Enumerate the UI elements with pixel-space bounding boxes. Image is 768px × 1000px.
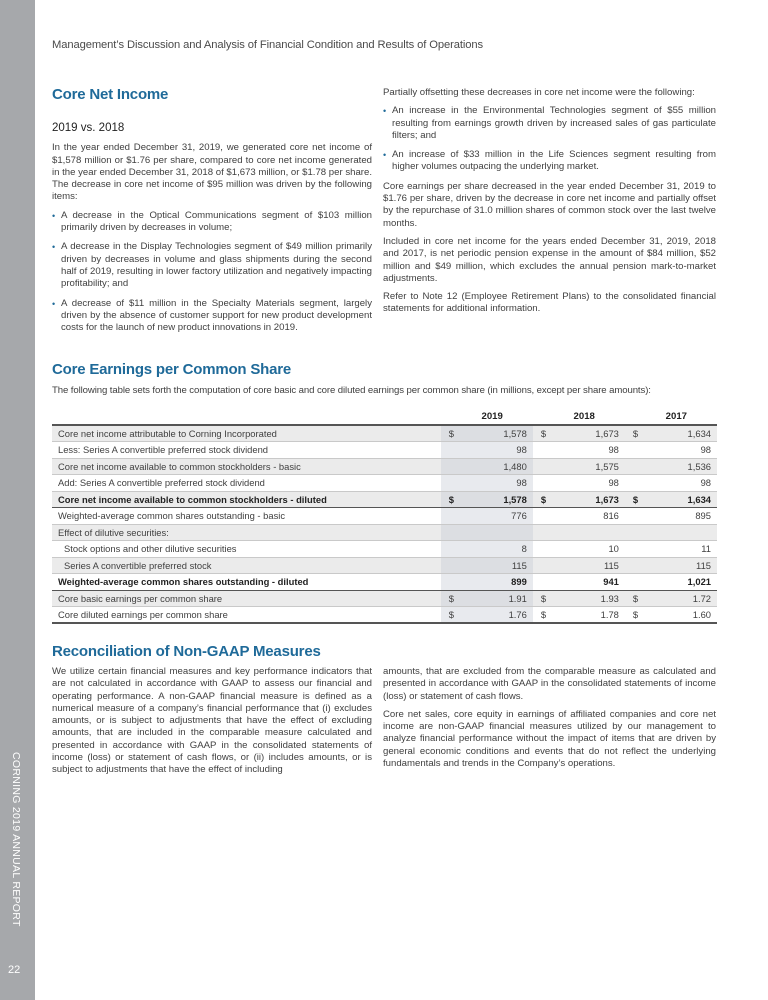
decrease-item-specialty: • A decrease of $11 million in the Specialty Materials segment, largely driven by the absence of customer support for new product development costs for the launch of new product innovations in 2019. — [52, 298, 372, 335]
value-2018: 1,673 — [553, 425, 625, 442]
table-row-total — [52, 574, 717, 591]
table-row — [52, 475, 717, 492]
value-2017: 98 — [645, 475, 717, 492]
increase-item-life-sciences: • An increase of $33 million in the Life Sciences segment resulting from higher volumes outpacing the underlying market. — [383, 149, 716, 174]
value-2019: 1,578 — [461, 491, 533, 508]
dollar-sign: $ — [533, 607, 553, 624]
dollar-sign: $ — [441, 590, 461, 607]
comparison-subheading: 2019 vs. 2018 — [52, 122, 125, 134]
dollar-sign: $ — [533, 590, 553, 607]
row-label: Less: Series A convertible preferred stock dividend — [52, 442, 441, 459]
dollar-sign: $ — [625, 590, 645, 607]
increase-list — [383, 105, 716, 173]
value-2017: 895 — [645, 508, 717, 525]
table-row — [52, 508, 717, 525]
value-2018: 1.93 — [553, 590, 625, 607]
dollar-sign: $ — [533, 491, 553, 508]
value-2019: 776 — [461, 508, 533, 525]
table-row — [52, 425, 717, 442]
row-label: Weighted-average common shares outstanding - basic — [52, 508, 441, 525]
non-gaap-heading: Reconciliation of Non-GAAP Measures — [52, 643, 321, 660]
value-2019: 1.76 — [461, 607, 533, 624]
table-row — [52, 607, 717, 624]
value-2018: 115 — [553, 557, 625, 574]
row-label: Core net income available to common stockholders - diluted — [52, 491, 441, 508]
value-2018: 98 — [553, 475, 625, 492]
table-row — [52, 590, 717, 607]
value-2018: 1,673 — [553, 491, 625, 508]
value-2019: 98 — [461, 442, 533, 459]
value-2017: 115 — [645, 557, 717, 574]
non-gaap-right-column — [383, 666, 716, 776]
table-row — [52, 458, 717, 475]
table-header-row — [52, 408, 717, 425]
non-gaap-paragraph-1-part-2: amounts, that are excluded from the comparable measure as calculated and presented in accordance with GAAP in the consolidated statements of income (loss) or statement of cash flows. — [383, 666, 716, 702]
value-2017: 1,021 — [645, 574, 717, 591]
value-2018: 816 — [553, 508, 625, 525]
table-row — [52, 442, 717, 459]
value-2018: 98 — [553, 442, 625, 459]
non-gaap-paragraph-1-part-1: We utilize certain financial measures and key performance indicators that are not calculated in accordance with GAAP to assess our financial and operating performance. A non-GAAP financial measure is defined as a numerical measure of a company’s financial performance that (i) excludes amounts, or is subject to adjustments that have the effect of excluding amounts, that are included in the comparable measure calculated and presented in accordance with GAAP in the consolidated statements of income (loss) or statement of cash flows, or (ii) includes amounts, or is subject to adjustments that have the effect of including — [52, 666, 372, 776]
value-2017: 1.72 — [645, 590, 717, 607]
column-header-2017: 2017 — [665, 410, 687, 422]
row-label: Core diluted earnings per common share — [52, 607, 441, 624]
side-bar — [0, 0, 35, 1000]
value-2017: 1.60 — [645, 607, 717, 624]
dollar-sign: $ — [441, 607, 461, 624]
decrease-item-display: • A decrease in the Display Technologies segment of $49 million primarily driven by decreases in volume and glass shipments during the second half of 2019, resulting in lower factory utilization and negatively impacting profitability; and — [52, 241, 372, 290]
increase-item-environmental: • An increase in the Environmental Technologies segment of $55 million resulting from earnings growth driven by increased sales of gas particulate filters; and — [383, 105, 716, 142]
value-2017: 98 — [645, 442, 717, 459]
value-2019: 98 — [461, 475, 533, 492]
core-net-income-heading: Core Net Income — [52, 86, 169, 103]
value-2017: 11 — [645, 541, 717, 558]
row-label: Effect of dilutive securities: — [52, 524, 441, 541]
dollar-sign: $ — [625, 425, 645, 442]
running-header: Management’s Discussion and Analysis of Financial Condition and Results of Operations — [52, 39, 483, 51]
row-label: Stock options and other dilutive securities — [52, 541, 441, 558]
dollar-sign: $ — [625, 491, 645, 508]
value-2019: 1,578 — [461, 425, 533, 442]
note-reference-paragraph: Refer to Note 12 (Employee Retirement Plans) to the consolidated financial statements for additional information. — [383, 291, 716, 315]
row-label: Core net income available to common stockholders - basic — [52, 458, 441, 475]
core-eps-intro: The following table sets forth the computation of core basic and core diluted earnings per common share (in millions, except per share amounts): — [52, 385, 651, 396]
value-2017: 1,634 — [645, 425, 717, 442]
table-row-total — [52, 491, 717, 508]
dollar-sign: $ — [441, 491, 461, 508]
row-label: Series A convertible preferred stock — [52, 557, 441, 574]
decrease-item-optical: • A decrease in the Optical Communications segment of $103 million primarily driven by decreases in volume; — [52, 210, 372, 235]
value-2019: 1.91 — [461, 590, 533, 607]
decrease-list — [52, 210, 372, 335]
value-2018: 941 — [553, 574, 625, 591]
value-2017: 1,634 — [645, 491, 717, 508]
value-2019: 1,480 — [461, 458, 533, 475]
value-2018: 1,575 — [553, 458, 625, 475]
value-2019: 899 — [461, 574, 533, 591]
value-2019: 8 — [461, 541, 533, 558]
non-gaap-left-column — [52, 666, 372, 783]
dollar-sign: $ — [441, 425, 461, 442]
table-row — [52, 541, 717, 558]
eps-paragraph: Core earnings per share decreased in the year ended December 31, 2019 to $1.76 per share, driven by the decrease in core net income and partially offset by the repurchase of 31.0 million shares of common stock over the last twelve months. — [383, 180, 716, 229]
value-2018: 10 — [553, 541, 625, 558]
table-row — [52, 557, 717, 574]
core-eps-table — [52, 408, 717, 624]
pension-paragraph: Included in core net income for the years ended December 31, 2019, 2018 and 2017, is net periodic pension expense in the amount of $84 million, $52 million and $49 million, which excludes the annual pension mark-to-market adjustments. — [383, 235, 716, 284]
non-gaap-paragraph-2: Core net sales, core equity in earnings of affiliated companies and core net income are non-GAAP financial measures utilized by our management to analyze financial performance without the impact of items that are driven by general economic conditions and events that do not reflect the underlying fundamentals and trends in the Company’s operations. — [383, 708, 716, 770]
core-net-income-intro: In the year ended December 31, 2019, we generated core net income of $1,578 million or $1.76 per share, compared to core net income generated in the year ended December 31, 2018 of $1,673 million, or $1.78 per share. The decrease in core net income of $95 million was driven by the following items: — [52, 142, 372, 203]
value-2017: 1,536 — [645, 458, 717, 475]
page-number: 22 — [8, 964, 21, 976]
row-label: Core basic earnings per common share — [52, 590, 441, 607]
row-label: Core net income attributable to Corning Incorporated — [52, 425, 441, 442]
table-row — [52, 524, 717, 541]
column-header-2019: 2019 — [481, 410, 503, 422]
dollar-sign: $ — [533, 425, 553, 442]
dollar-sign: $ — [625, 607, 645, 624]
core-net-income-right-column — [383, 87, 716, 322]
offset-intro: Partially offsetting these decreases in core net income were the following: — [383, 87, 695, 98]
core-net-income-left-column — [52, 122, 372, 341]
row-label: Add: Series A convertible preferred stock dividend — [52, 475, 441, 492]
column-header-2018: 2018 — [573, 410, 595, 422]
report-title-vertical: CORNING 2019 ANNUAL REPORT — [10, 752, 22, 927]
value-2018: 1.78 — [553, 607, 625, 624]
row-label: Weighted-average common shares outstanding - diluted — [52, 574, 441, 591]
core-eps-heading: Core Earnings per Common Share — [52, 361, 292, 378]
value-2019: 115 — [461, 557, 533, 574]
